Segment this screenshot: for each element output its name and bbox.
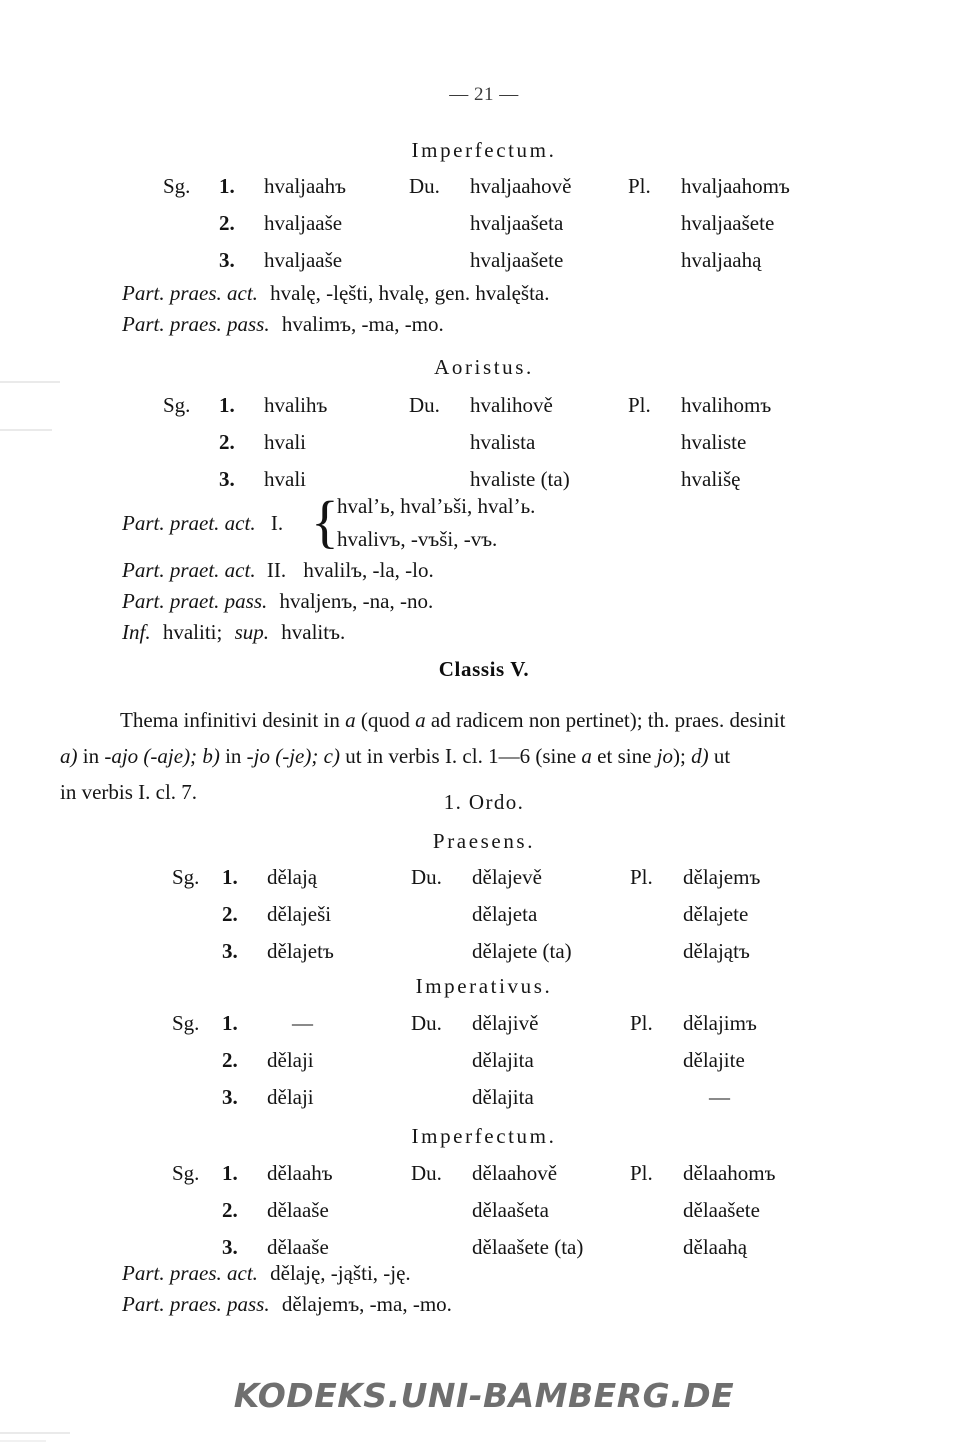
table-row [0,205,968,242]
scan-artifact [0,1432,70,1434]
paragraph-line-2 [60,738,785,774]
text-italic: a) [60,744,78,768]
form-singular: hvali [264,430,306,454]
table-row [0,933,968,970]
note-label-sup: sup. [234,620,270,644]
note-forms: hvalę, -lęšti, hvalę, gen. hvalęšta. [270,281,550,305]
form-plural: — [709,1085,730,1109]
scan-artifact [0,1440,46,1442]
form-singular: hvali [264,467,306,491]
row-label-pl: Pl. [630,1161,653,1185]
text-italic: a [345,708,356,732]
form-dual: dělajete (ta) [472,939,572,963]
row-number: 2. [222,1048,238,1072]
note-hval-praet-act-2 [122,558,434,583]
text-italic: b) [197,744,220,768]
text-fragment: in [77,744,105,768]
form-plural: dělajątъ [683,939,750,963]
text-fragment: ut [708,744,731,768]
form-singular: dělają [267,865,318,889]
text-fragment: Thema infinitivi desinit in [120,708,346,732]
form-singular: dělaahъ [267,1161,333,1185]
note-roman-numeral: I. [270,511,284,535]
table-row [0,1192,968,1229]
text-fragment: in [219,744,247,768]
row-number: 1. [219,174,235,198]
text-fragment: et sine [591,744,657,768]
text-fragment: ut in verbis I. cl. 1—6 (sine [339,744,582,768]
form-singular: hvaljaahъ [264,174,346,198]
text-italic: a [415,708,426,732]
form-dual: dělajeta [472,902,538,926]
note-label: Part. praes. act. [122,281,258,305]
form-plural: dělaahą [683,1235,748,1259]
form-plural: hvalihomъ [681,393,772,417]
form-plural: dělajimъ [683,1011,757,1035]
watermark: KODEKS.UNI-BAMBERG.DE [233,1376,735,1415]
note-forms-line-1: hval’ь, hval’ьši, hval’ь. [337,494,536,518]
row-label-du: Du. [409,393,440,417]
table-row [0,424,968,461]
form-plural: hvaljaahomъ [681,174,790,198]
form-singular: hvaljaaše [264,211,343,235]
note-label: Part. praes. pass. [122,1292,270,1316]
scan-artifact [0,381,60,383]
row-number: 1. [222,1161,238,1185]
note-hval-praes-act [122,281,549,306]
row-number: 2. [219,211,235,235]
row-label-sg: Sg. [163,393,191,417]
form-singular: — [292,1011,313,1035]
row-label-sg: Sg. [172,865,200,889]
note-form-sup: hvalitъ. [281,620,346,644]
form-dual: hvaljaašeta [470,211,564,235]
form-dual: hvaliste (ta) [470,467,570,491]
row-number: 3. [222,1235,238,1259]
table-row [0,1042,968,1079]
form-plural: dělaahomъ [683,1161,776,1185]
note-label-group [122,511,283,536]
note-forms-line-2: hvalivъ, -vъši, -vъ. [337,527,498,551]
heading-imperativus: Imperativus. [415,974,553,998]
row-label-pl: Pl. [630,865,653,889]
note-label: Part. praet. act. [122,511,256,535]
form-dual: hvaljaahově [470,174,572,198]
form-dual: dělajivě [472,1011,539,1035]
form-dual: dělajevě [472,865,542,889]
heading-praesens: Praesens. [432,829,536,853]
form-plural: dělajemъ [683,865,761,889]
row-number: 1. [222,865,238,889]
heading-imperfectum-1: Imperfectum. [411,138,557,162]
form-dual: dělajita [472,1085,534,1109]
heading-classis-v: Classis V. [438,657,530,681]
row-label-pl: Pl. [630,1011,653,1035]
row-label-du: Du. [411,1011,442,1035]
table-delati-imperfectum [0,1155,968,1266]
paragraph-line-3: in verbis I. cl. 7. [60,780,198,804]
note-del-praes-pass [122,1292,452,1317]
row-label-pl: Pl. [628,174,651,198]
form-singular: hvaljaaše [264,248,343,272]
row-label-sg: Sg. [172,1161,200,1185]
note-roman-numeral: II. [266,558,287,582]
note-forms: hvaljenъ, -na, -no. [279,589,434,613]
row-number: 3. [222,939,238,963]
text-fragment: (quod [355,708,416,732]
note-label: Part. praes. pass. [122,312,270,336]
form-plural: hvališę [681,467,741,491]
row-number: 1. [222,1011,238,1035]
form-dual: dělaahově [472,1161,558,1185]
text-italic: jo [656,744,673,768]
row-label-sg: Sg. [172,1011,200,1035]
page-number: — 21 — [449,84,519,105]
table-row [0,242,968,279]
form-dual: dělaašeta [472,1198,549,1222]
form-plural: hvaljaašete [681,211,775,235]
form-singular: dělaješi [267,902,332,926]
table-row [0,387,968,424]
table-row [0,859,968,896]
table-row [0,461,968,498]
table-delati-praesens [0,859,968,970]
table-row [0,896,968,933]
note-hval-praes-pass [122,312,444,337]
text-italic: d) [691,744,709,768]
heading-aoristus: Aoristus. [434,355,534,379]
form-plural: dělajite [683,1048,745,1072]
text-fragment: ); [673,744,692,768]
text-italic: -jo (-je); [246,744,319,768]
paragraph-line-1 [60,702,785,738]
table-hvaliti-imperfectum [0,168,968,279]
note-label: Part. praet. act. [122,558,256,582]
form-singular: dělajetъ [267,939,334,963]
form-singular: dělaji [267,1048,314,1072]
row-number: 3. [219,248,235,272]
note-label: Part. praet. pass. [122,589,268,613]
table-row [0,1079,968,1116]
form-singular: dělaaše [267,1235,329,1259]
form-singular: dělaji [267,1085,314,1109]
form-plural: hvaliste [681,430,747,454]
table-row [0,1155,968,1192]
table-row [0,1005,968,1042]
heading-ordo-1: 1. Ordo. [443,790,525,814]
form-plural: hvaljaahą [681,248,762,272]
note-del-praes-act [122,1261,411,1286]
row-label-du: Du. [411,1161,442,1185]
form-dual: dělajita [472,1048,534,1072]
note-forms: hvalimъ, -ma, -mo. [281,312,444,336]
note-hval-inf-sup [122,620,345,645]
row-number: 3. [222,1085,238,1109]
text-italic: -ajo (-aje); [104,744,198,768]
form-plural: dělaašete [683,1198,760,1222]
row-label-du: Du. [411,865,442,889]
note-form-inf: hvaliti; [162,620,223,644]
form-dual: dělaašete (ta) [472,1235,584,1259]
form-dual: hvalista [470,430,536,454]
form-singular: dělaaše [267,1198,329,1222]
row-label-du: Du. [409,174,440,198]
row-label-pl: Pl. [628,393,651,417]
row-number: 1. [219,393,235,417]
text-italic: c) [318,744,340,768]
row-number: 2. [219,430,235,454]
heading-imperfectum-2: Imperfectum. [411,1124,557,1148]
note-forms: hvalilъ, -la, -lo. [303,558,434,582]
note-forms: dělaję, -jąšti, -ję. [270,1261,411,1285]
note-forms: dělajemъ, -ma, -mo. [281,1292,452,1316]
form-singular: hvalihъ [264,393,328,417]
form-dual: hvaljaašete [470,248,564,272]
note-hval-praet-pass [122,589,433,614]
text-fragment: ad radicem non pertinet); th. praes. desinit [425,708,786,732]
note-label: Part. praes. act. [122,1261,258,1285]
brace-icon: { [311,489,339,554]
row-label-sg: Sg. [163,174,191,198]
form-plural: dělajete [683,902,749,926]
row-number: 2. [222,1198,238,1222]
form-dual: hvalihově [470,393,553,417]
table-hvaliti-aoristus [0,387,968,498]
note-label-inf: Inf. [122,620,151,644]
text-italic: a [581,744,592,768]
table-delati-imperativus [0,1005,968,1116]
row-number: 2. [222,902,238,926]
row-number: 3. [219,467,235,491]
table-row [0,168,968,205]
